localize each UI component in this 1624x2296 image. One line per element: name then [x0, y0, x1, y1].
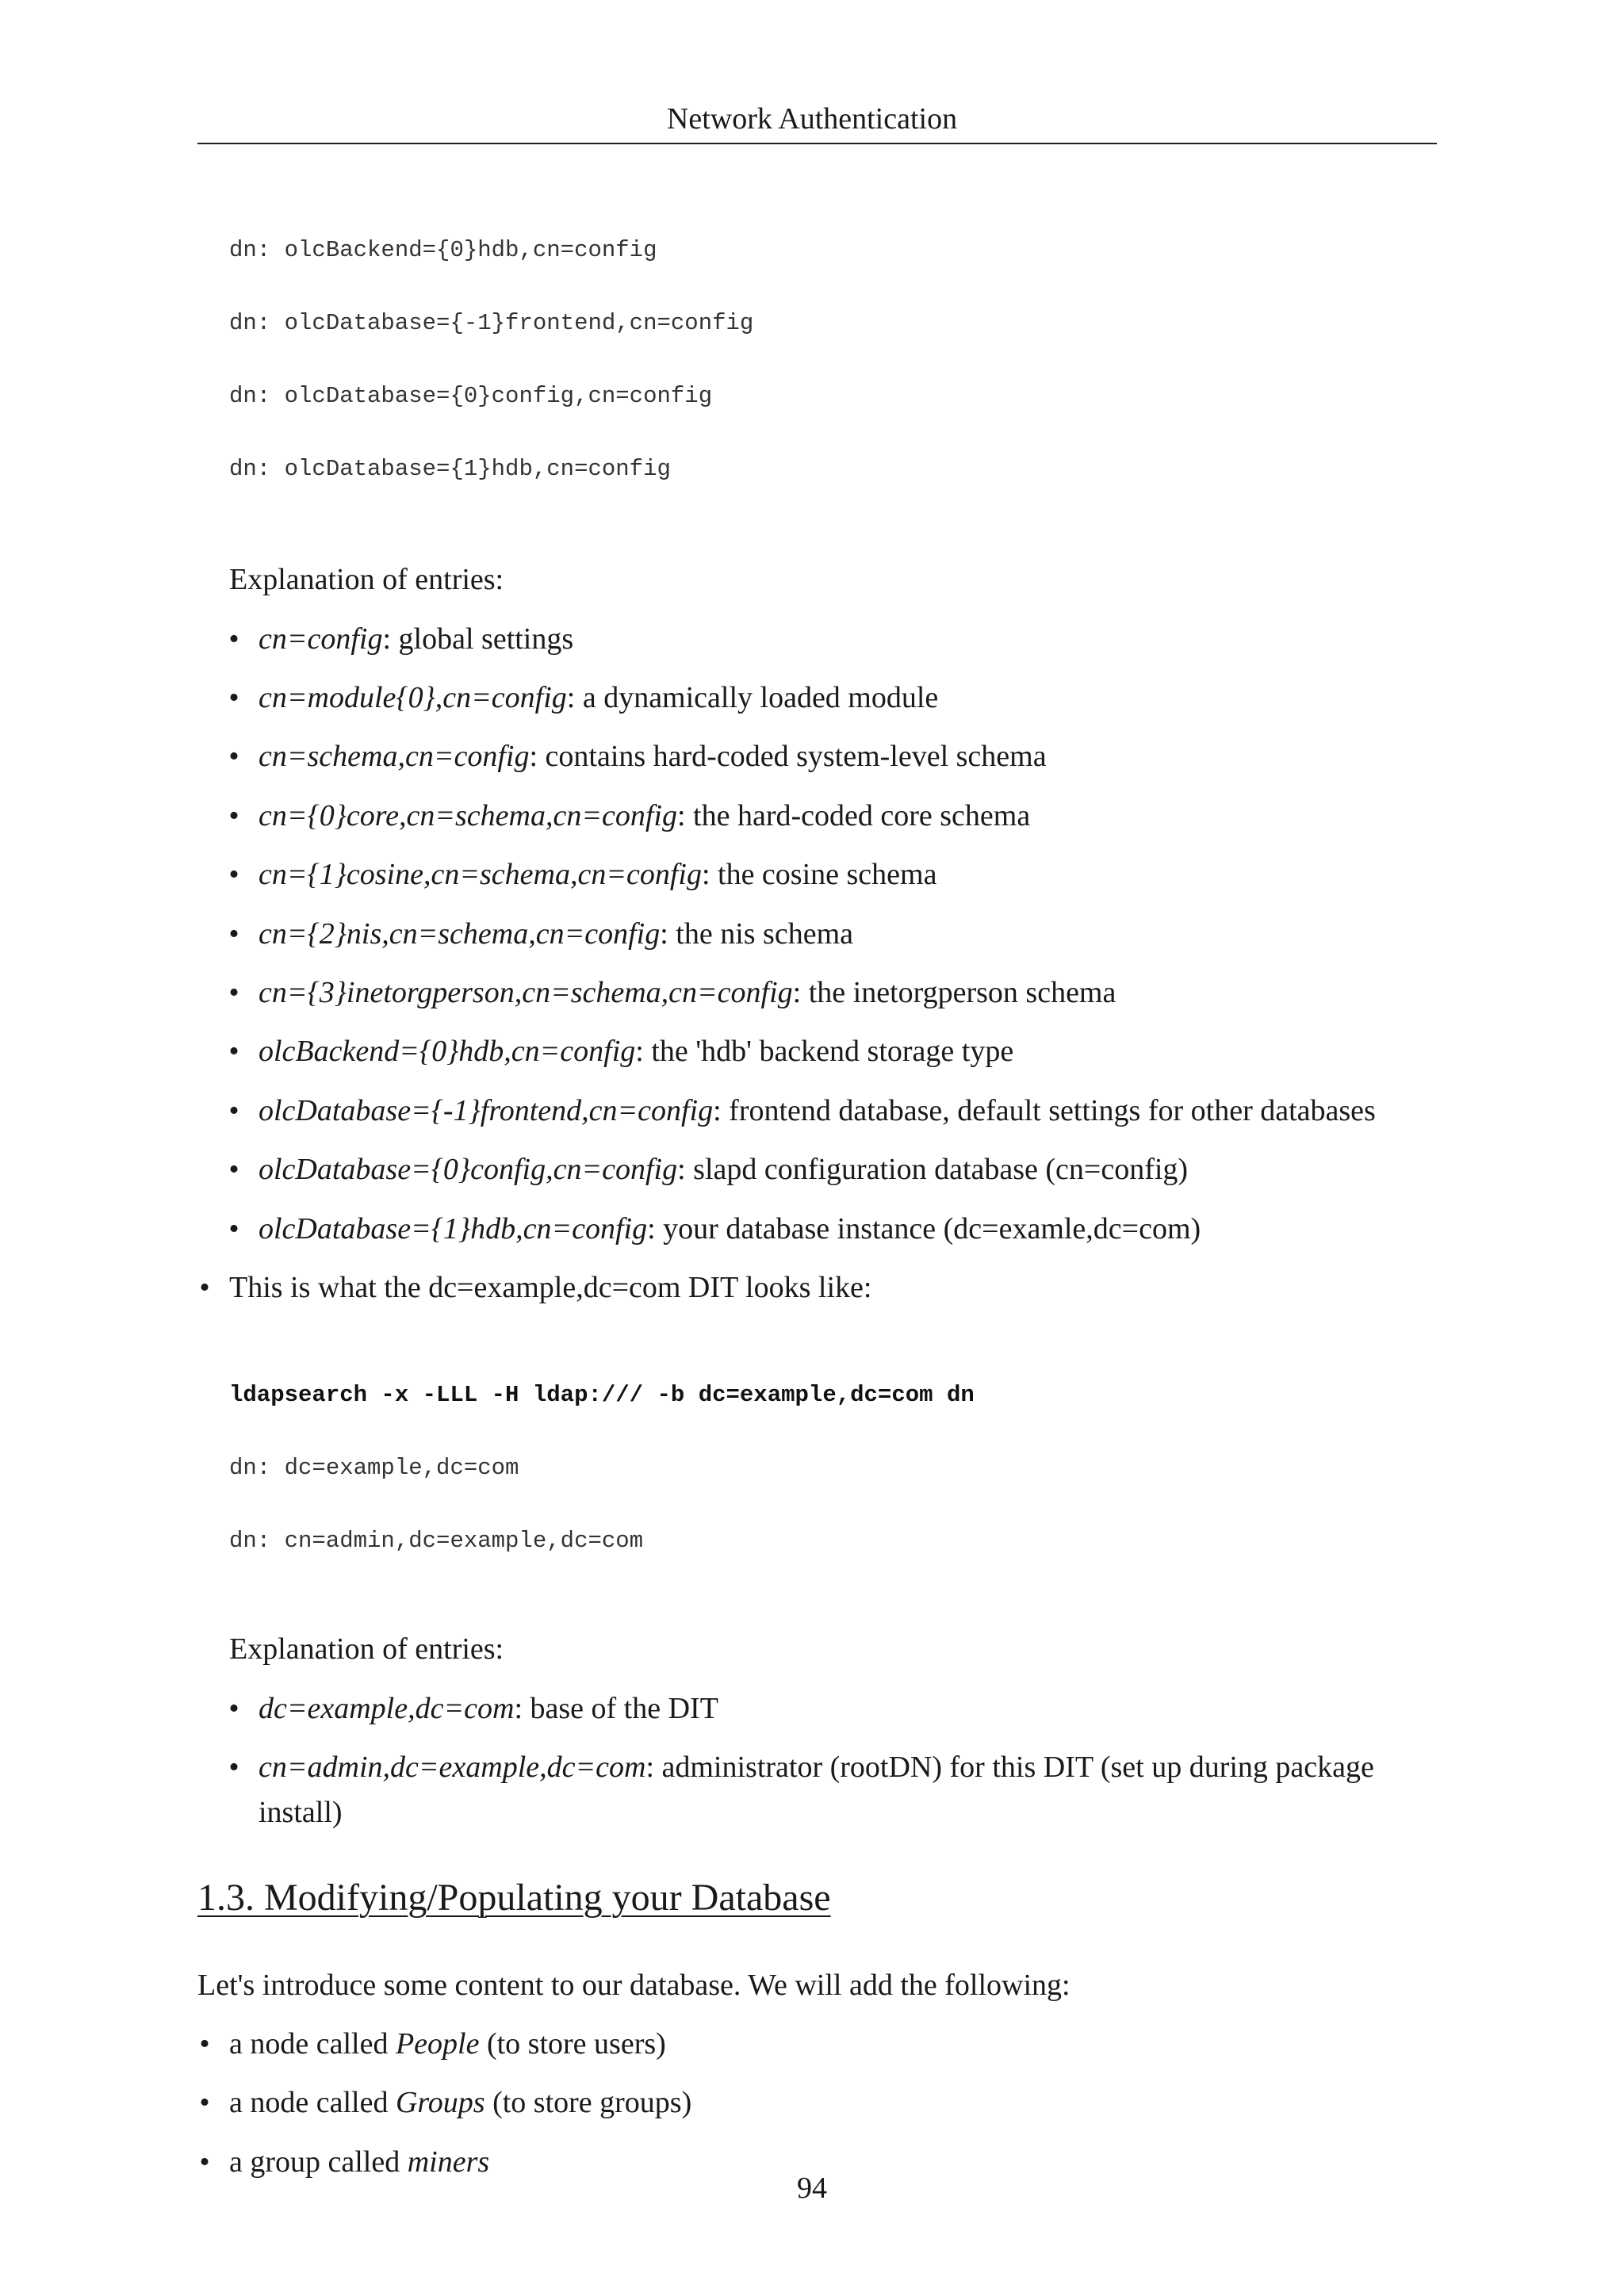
bullet-marker: [227, 1689, 241, 1704]
entry-term: cn=schema,cn=config: [259, 740, 530, 773]
explanation-heading: Explanation of entries:: [229, 1632, 504, 1666]
list-item: [259, 797, 1030, 835]
bullet-marker: [227, 797, 241, 811]
list-item: [259, 737, 1047, 775]
list-item: [229, 2025, 666, 2063]
entry-description: : the inetorgperson schema: [792, 976, 1116, 1009]
list-item: [259, 1210, 1201, 1248]
entry-term: cn={3}inetorgperson,cn=schema,cn=config: [259, 976, 793, 1009]
bullet-marker: [197, 2025, 212, 2039]
bullet-marker: [227, 679, 241, 693]
bullet-marker: [197, 2143, 212, 2157]
item-text: (to store users): [479, 2027, 666, 2061]
list-item: [229, 2084, 691, 2122]
entry-term: cn={2}nis,cn=schema,cn=config: [259, 917, 661, 951]
code-line: dn: cn=admin,dc=example,dc=com: [229, 1528, 644, 1554]
bullet-marker: [227, 620, 241, 634]
list-item: [259, 679, 938, 717]
code-line: dn: dc=example,dc=com: [229, 1455, 519, 1481]
list-item: [259, 974, 1116, 1012]
list-item-continuation: install): [259, 1796, 343, 1829]
code-line: dn: olcDatabase={-1}frontend,cn=config: [229, 310, 754, 336]
code-line: dn: olcBackend={0}hdb,cn=config: [229, 237, 657, 263]
entry-term: olcBackend={0}hdb,cn=config: [259, 1035, 636, 1068]
running-header: Network Authentication: [666, 102, 958, 136]
list-item: [259, 915, 853, 953]
entry-description: : administrator (rootDN) for this DIT (set up during package: [645, 1751, 1374, 1784]
explanation-heading: Explanation of entries:: [229, 563, 504, 596]
entry-term: olcDatabase={0}config,cn=config: [259, 1153, 678, 1186]
bullet-marker: [227, 1032, 241, 1047]
bullet-marker: [197, 2084, 212, 2098]
section-intro: Let's introduce some content to our database. We will add the following:: [197, 1969, 1071, 2002]
entry-description: : base of the DIT: [514, 1692, 718, 1725]
bullet-marker: [227, 1748, 241, 1762]
entry-description: : your database instance (dc=examle,dc=com): [647, 1212, 1201, 1246]
bullet-marker: [227, 1150, 241, 1165]
header-rule: [197, 143, 1437, 144]
list-item: [259, 1092, 1376, 1130]
list-item: [259, 1748, 1374, 1786]
list-item: [259, 1689, 718, 1728]
item-text: a group called: [229, 2145, 408, 2179]
entry-description: : global settings: [382, 622, 574, 656]
ldapsearch-command: ldapsearch -x -LLL -H ldap:/// -b dc=example,dc=com dn: [229, 1382, 975, 1408]
bullet-marker: [227, 855, 241, 870]
entry-description: : slapd configuration database (cn=config): [677, 1153, 1189, 1186]
item-text: (to store groups): [485, 2086, 692, 2119]
list-item: [259, 855, 936, 894]
bullet-marker: [227, 915, 241, 929]
code-line: dn: olcDatabase={0}config,cn=config: [229, 383, 713, 409]
entry-term: cn={0}core,cn=schema,cn=config: [259, 799, 677, 832]
page-number: 94: [797, 2172, 827, 2205]
bullet-marker: [197, 1269, 212, 1283]
entry-term: cn=config: [259, 622, 383, 656]
entry-term: cn=admin,dc=example,dc=com: [259, 1751, 646, 1784]
item-text: a node called: [229, 2086, 396, 2119]
item-emphasis: miners: [407, 2145, 490, 2179]
entry-term: olcDatabase={-1}frontend,cn=config: [259, 1094, 714, 1127]
entry-description: : the 'hdb' backend storage type: [635, 1035, 1014, 1068]
entry-term: cn={1}cosine,cn=schema,cn=config: [259, 858, 702, 891]
bullet-marker: [227, 974, 241, 988]
section-heading: 1.3. Modifying/Populating your Database: [197, 1877, 831, 1919]
entry-term: olcDatabase={1}hdb,cn=config: [259, 1212, 648, 1246]
entry-description: : contains hard-coded system-level schema: [529, 740, 1047, 773]
dit-intro: This is what the dc=example,dc=com DIT looks like:: [229, 1271, 872, 1304]
entry-description: : the cosine schema: [701, 858, 937, 891]
item-emphasis: People: [395, 2027, 480, 2061]
entry-term: cn=module{0},cn=config: [259, 681, 567, 714]
list-item: [259, 620, 573, 658]
entry-description: : the hard-coded core schema: [676, 799, 1031, 832]
item-emphasis: Groups: [395, 2086, 485, 2119]
entry-term: dc=example,dc=com: [259, 1692, 515, 1725]
bullet-marker: [227, 1210, 241, 1224]
entry-description: : a dynamically loaded module: [566, 681, 939, 714]
entry-description: : frontend database, default settings for other databases: [713, 1094, 1376, 1127]
bullet-marker: [227, 737, 241, 752]
bullet-marker: [227, 1092, 241, 1106]
list-item: [259, 1032, 1013, 1070]
code-line: dn: olcDatabase={1}hdb,cn=config: [229, 456, 671, 482]
list-item: [259, 1150, 1188, 1188]
item-text: a node called: [229, 2027, 396, 2061]
entry-description: : the nis schema: [660, 917, 853, 951]
